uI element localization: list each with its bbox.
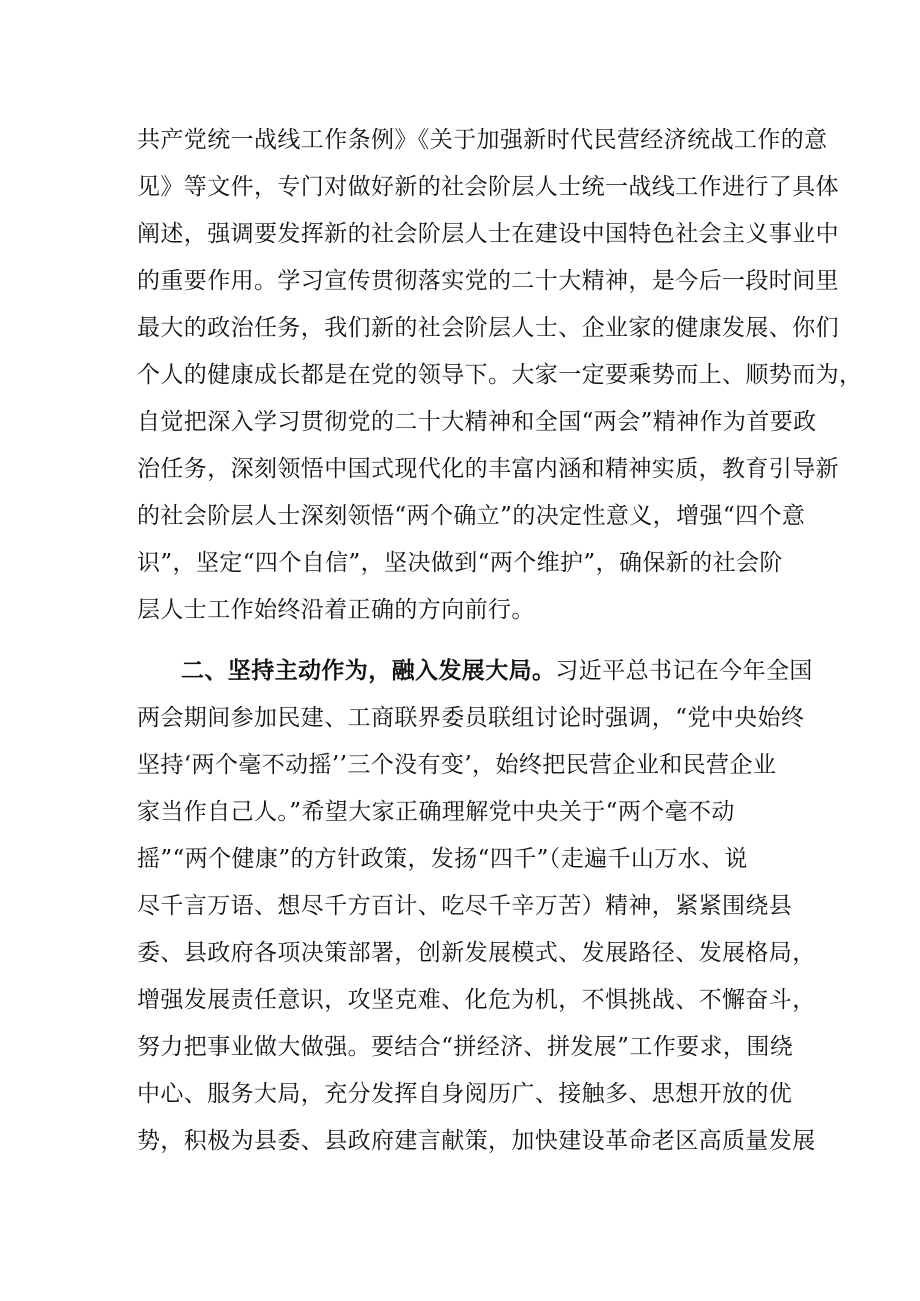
text-line: 的重要作用。学习宣传贯彻落实党的二十大精神，是今后一段时间里 [137, 268, 839, 294]
text-line: 尽千言万语、想尽千方百计、吃尽千辛万苦）精神，紧紧围绕县 [137, 893, 793, 919]
text-line: 治任务，深刻领悟中国式现代化的丰富内涵和精神实质，教育引导新 [137, 456, 839, 482]
text-line: 中心、服务大局，充分发挥自身阅历广、接触多、思想开放的优 [137, 1081, 793, 1107]
text-line: 增强发展责任意识，攻坚克难、化危为机，不惧挑战、不懈奋斗， [137, 987, 816, 1013]
text-line: 自觉把深入学习贯彻党的二十大精神和全国“两会”精神作为首要政 [137, 409, 817, 435]
text-line: 阐述，强调要发挥新的社会阶层人士在建设中国特色社会主义事业中 [137, 221, 839, 247]
text-line: 两会期间参加民建、工商联界委员联组讨论时强调，“党中央始终 [137, 705, 805, 731]
text-line: 见》等文件，专门对做好新的社会阶层人士统一战线工作进行了具体 [137, 174, 839, 200]
text-line: 努力把事业做大做强。要结合“拼经济、拼发展”工作要求，围绕 [137, 1034, 794, 1060]
text-line: 个人的健康成长都是在党的领导下。大家一定要乘势而上、顺势而为， [137, 362, 863, 388]
text-line: 最大的政治任务，我们新的社会阶层人士、企业家的健康发展、你们 [137, 315, 839, 341]
text-line: 摇”“两个健康”的方针政策，发扬“四千”（走遍千山万水、说 [137, 846, 748, 872]
text-line: 委、县政府各项决策部署，创新发展模式、发展路径、发展格局， [137, 940, 816, 966]
text-line: 家当作自己人。”希望大家正确理解党中央关于“两个毫不动 [137, 799, 735, 825]
text-line [181, 656, 813, 686]
text-line: 的社会阶层人士深刻领悟“两个确立”的决定性意义，增强“四个意 [137, 503, 806, 529]
text-line: 共产党统一战线工作条例》《关于加强新时代民营经济统战工作的意 [137, 127, 828, 153]
text-line: 识”，坚定“四个自信”，坚决做到“两个维护”，确保新的社会阶 [137, 550, 783, 576]
section-heading: 二、坚持主动作为，融入发展大局。 [181, 657, 556, 684]
text-line: 势，积极为县委、县政府建言献策，加快建设革命老区高质量发展 [137, 1128, 816, 1154]
text-line: 层人士工作始终沿着正确的方向前行。 [137, 597, 535, 623]
heading-line-text: 习近平总书记在今年全国 [555, 658, 813, 684]
text-line: 坚持‘两个毫不动摇’’三个没有变’，始终把民营企业和民营企业 [137, 752, 777, 778]
